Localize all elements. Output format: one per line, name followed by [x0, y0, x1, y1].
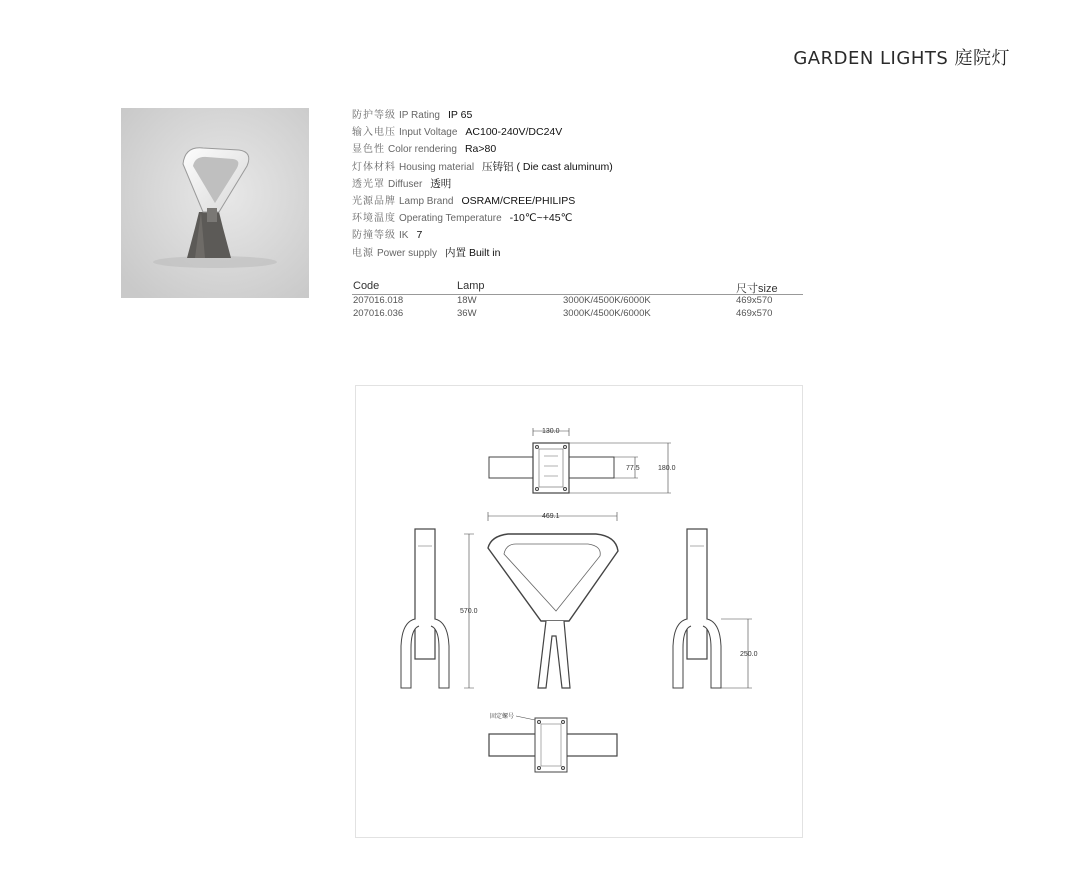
spec-value: 内置 Built in	[445, 246, 501, 259]
spec-row	[352, 245, 613, 262]
spec-label-cn: 显色性	[352, 144, 385, 156]
code-table	[352, 280, 803, 321]
dim-front-width: 469.1	[542, 513, 560, 520]
technical-drawing	[355, 385, 803, 838]
spec-label-en: Input Voltage	[399, 127, 458, 139]
page-title: GARDEN LIGHTS 庭院灯	[793, 48, 1010, 69]
spec-list	[352, 107, 613, 262]
cell-cct: 3000K/4500K/6000K	[563, 308, 651, 319]
dim-top-inner: 77.5	[626, 465, 640, 472]
dim-side-base: 250.0	[740, 651, 758, 658]
bottom-view	[489, 712, 617, 772]
spec-value: 透明	[430, 177, 452, 190]
spec-value: 7	[416, 229, 423, 242]
spec-label-cn: 输入电压	[352, 127, 396, 139]
spec-label-cn: 电源	[352, 247, 374, 259]
spec-value: 压铸铝 ( Die cast aluminum)	[482, 160, 613, 173]
spec-row	[352, 210, 613, 227]
spec-row	[352, 107, 613, 124]
spec-label-en: Lamp Brand	[399, 195, 454, 207]
table-row	[352, 295, 803, 308]
spec-label-en: IP Rating	[399, 110, 440, 121]
header-lamp: Lamp	[457, 280, 485, 292]
spec-value: -10℃~+45℃	[509, 212, 573, 225]
front-view	[460, 512, 618, 688]
spec-row	[352, 124, 613, 141]
spec-row	[352, 141, 613, 158]
spec-row	[352, 227, 613, 244]
spec-row	[352, 176, 613, 193]
spec-value: OSRAM/CREE/PHILIPS	[461, 194, 576, 207]
spec-label-en: Operating Temperature	[399, 213, 502, 225]
cell-lamp: 36W	[457, 308, 477, 319]
dim-top-width: 130.0	[542, 428, 560, 435]
table-header	[352, 280, 803, 295]
cell-size: 469x570	[736, 295, 773, 306]
spec-label-en: Diffuser	[388, 178, 423, 190]
dim-top-height: 180.0	[658, 465, 676, 472]
spec-label-cn: 透光罩	[352, 178, 385, 190]
header-code: Code	[353, 280, 380, 292]
spec-label-cn: 防撞等级	[352, 230, 396, 242]
spec-label-cn: 环境温度	[352, 213, 396, 225]
spec-label-cn: 防护等级	[352, 110, 396, 121]
dim-front-height: 570.0	[460, 608, 478, 615]
right-side-view	[673, 529, 758, 688]
table-row	[352, 308, 803, 321]
spec-label-en: Color rendering	[388, 144, 457, 156]
spec-label-en: Power supply	[377, 247, 438, 259]
spec-row	[352, 159, 613, 176]
header-size: 尺寸size	[736, 283, 778, 295]
spec-value: Ra>80	[464, 143, 497, 156]
spec-row	[352, 193, 613, 210]
left-side-view	[401, 529, 449, 688]
cell-lamp: 18W	[457, 295, 477, 306]
product-photo	[121, 108, 309, 298]
spec-value: AC100-240V/DC24V	[465, 126, 563, 139]
spec-label-cn: 灯体材料	[352, 161, 396, 173]
cell-size: 469x570	[736, 308, 773, 319]
cell-code: 207016.036	[353, 308, 404, 319]
spec-label-en: IK	[399, 230, 409, 242]
cell-code: 207016.018	[353, 295, 404, 306]
spec-label-cn: 光源品牌	[352, 195, 396, 207]
bottom-callout: 固定螺号	[490, 713, 515, 720]
cell-cct: 3000K/4500K/6000K	[563, 295, 651, 306]
spec-value: IP 65	[447, 109, 473, 121]
spec-label-en: Housing material	[399, 161, 475, 173]
top-view	[489, 428, 676, 493]
